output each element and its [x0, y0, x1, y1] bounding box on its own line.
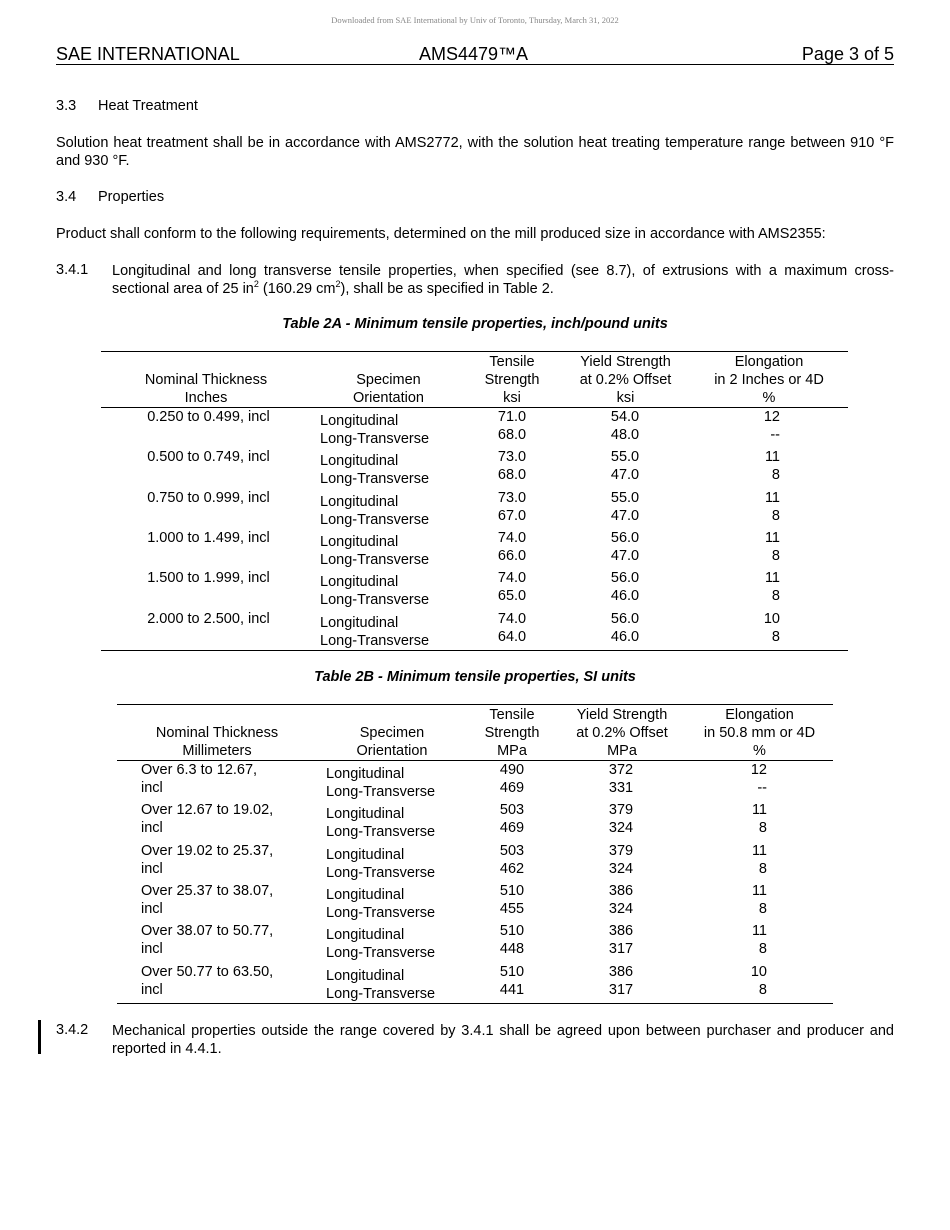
- yield-strength: 386: [608, 963, 634, 980]
- elongation: 8: [758, 860, 767, 877]
- section-3-4-1-body: Longitudinal and long transverse tensile properties, when specified (see 8.7), of extrusions with a maximum cross-sectional area of 25 $in^2$ (160.29 $cm^2$), shall be as specified in Table 2.: [112, 263, 894, 297]
- tensile-strength: 68.0: [497, 427, 527, 443]
- table-2a: [101, 351, 848, 651]
- specimen-orientation: Longitudinal: [326, 806, 405, 823]
- thickness-range: 0.750 to 0.999, incl: [147, 489, 270, 506]
- elongation: 11: [751, 842, 767, 859]
- elongation: 8: [758, 941, 767, 958]
- specimen-orientation: Longitudinal: [320, 453, 399, 470]
- thickness-range: Over 25.37 to 38.07,: [141, 882, 274, 899]
- column-header: at 0.2% Offset: [579, 372, 672, 388]
- tensile-strength: 74.0: [497, 570, 527, 587]
- specimen-orientation: Longitudinal: [326, 886, 405, 903]
- yield-strength: 54.0: [610, 409, 640, 425]
- thickness-range: Over 12.67 to 19.02,: [141, 802, 274, 819]
- column-header: %: [762, 390, 776, 406]
- elongation: 12: [763, 409, 780, 425]
- yield-strength: 56.0: [610, 529, 640, 546]
- elongation: 8: [758, 820, 767, 837]
- specimen-orientation: Long-Transverse: [326, 864, 436, 881]
- column-header: Elongation: [734, 354, 804, 370]
- thickness-range: Over 6.3 to 12.67,: [141, 762, 258, 778]
- elongation: 8: [771, 507, 780, 524]
- specimen-orientation: Long-Transverse: [326, 784, 436, 800]
- elongation: --: [770, 427, 780, 443]
- tensile-strength: 490: [499, 762, 525, 778]
- thickness-range: Over 38.07 to 50.77,: [141, 923, 274, 940]
- specimen-orientation: Long-Transverse: [320, 431, 430, 447]
- column-header: at 0.2% Offset: [576, 725, 668, 741]
- yield-strength: 46.0: [610, 588, 640, 605]
- elongation: 11: [764, 449, 780, 466]
- column-header: Tensile: [489, 354, 535, 370]
- table-2a-caption: Table 2A - Minimum tensile properties, inch/pound units: [282, 316, 668, 332]
- yield-strength: 55.0: [610, 449, 640, 466]
- specimen-orientation: Long-Transverse: [326, 985, 436, 1002]
- column-header: Elongation: [725, 707, 794, 723]
- tensile-strength: 469: [499, 780, 525, 796]
- yield-strength: 47.0: [610, 547, 640, 564]
- column-header: MPa: [497, 743, 527, 759]
- tensile-strength: 462: [499, 860, 525, 877]
- tensile-strength: 441: [499, 981, 525, 998]
- yield-strength: 48.0: [610, 427, 640, 443]
- download-watermark: Downloaded from SAE International by Univ of Toronto, Thursday, March 31, 2022: [331, 15, 619, 25]
- tensile-strength: 65.0: [497, 588, 527, 605]
- tensile-strength: 455: [499, 900, 525, 917]
- header-org: SAE INTERNATIONAL: [56, 44, 240, 64]
- tensile-strength: 503: [499, 842, 525, 859]
- column-header: Strength: [484, 725, 540, 741]
- tensile-strength: 469: [499, 820, 525, 837]
- specimen-orientation: Longitudinal: [326, 846, 405, 863]
- thickness-range: incl: [141, 981, 163, 998]
- yield-strength: 324: [608, 900, 634, 917]
- column-header: Inches: [184, 390, 228, 406]
- header-page-number: Page 3 of 5: [801, 44, 894, 64]
- column-header: Orientation: [356, 743, 428, 759]
- specimen-orientation: Longitudinal: [326, 766, 405, 782]
- yield-strength: 386: [608, 882, 634, 899]
- elongation: 12: [750, 762, 767, 778]
- column-header: Millimeters: [182, 743, 252, 759]
- thickness-range: incl: [141, 860, 163, 877]
- yield-strength: 317: [608, 981, 634, 998]
- table-2b: [117, 704, 833, 1004]
- yield-strength: 379: [608, 842, 634, 859]
- column-header: Tensile: [489, 707, 535, 723]
- elongation: 8: [758, 900, 767, 917]
- yield-strength: 56.0: [610, 610, 640, 627]
- tensile-strength: 67.0: [497, 507, 527, 524]
- specimen-orientation: Long-Transverse: [326, 945, 436, 962]
- specimen-orientation: Longitudinal: [320, 574, 399, 591]
- elongation: 11: [751, 802, 767, 819]
- table-2b-caption: Table 2B - Minimum tensile properties, SI units: [314, 669, 636, 685]
- elongation: 10: [763, 610, 780, 627]
- specimen-orientation: Longitudinal: [320, 533, 399, 550]
- tensile-strength: 68.0: [497, 467, 527, 484]
- yield-strength: 56.0: [610, 570, 640, 587]
- tensile-strength: 73.0: [497, 449, 527, 466]
- specimen-orientation: Long-Transverse: [320, 511, 430, 528]
- section-3-3-number: 3.3: [56, 98, 77, 114]
- thickness-range: 1.000 to 1.499, incl: [147, 529, 270, 546]
- specimen-orientation: Long-Transverse: [320, 551, 430, 568]
- thickness-range: 2.000 to 2.500, incl: [147, 610, 270, 627]
- section-3-4-body: Product shall conform to the following requirements, determined on the mill produced size in accordance with AMS2355:: [56, 226, 826, 242]
- specimen-orientation: Long-Transverse: [326, 904, 436, 921]
- tensile-strength: 510: [499, 963, 525, 980]
- specimen-orientation: Long-Transverse: [320, 592, 430, 609]
- section-3-4-1-number: 3.4.1: [56, 262, 89, 278]
- header-doc-id: AMS4479™A: [419, 44, 529, 64]
- tensile-strength: 71.0: [497, 409, 527, 425]
- section-3-4-2-body: Mechanical properties outside the range covered by 3.4.1 shall be agreed upon between purchaser and producer and reported in 4.4.1.: [112, 1023, 894, 1057]
- specimen-orientation: Longitudinal: [326, 927, 405, 944]
- column-header: Specimen: [356, 372, 421, 388]
- column-header: ksi: [503, 390, 521, 406]
- tensile-strength: 510: [499, 923, 525, 940]
- column-header: MPa: [607, 743, 637, 759]
- thickness-range: incl: [141, 780, 163, 796]
- section-3-3-body: Solution heat treatment shall be in accordance with AMS2772, with the solution heat treating temperature range between 910 °F and 930 °F.: [56, 135, 894, 169]
- specimen-orientation: Long-Transverse: [320, 471, 430, 488]
- elongation: 11: [751, 882, 767, 899]
- thickness-range: 1.500 to 1.999, incl: [147, 570, 270, 587]
- page-header: [56, 44, 894, 65]
- tensile-strength: 510: [499, 882, 525, 899]
- yield-strength: 331: [608, 780, 634, 796]
- tensile-strength: 74.0: [497, 610, 527, 627]
- section-3-4-number: 3.4: [56, 189, 77, 205]
- tensile-strength: 64.0: [497, 628, 527, 645]
- column-header: %: [753, 743, 766, 759]
- yield-strength: 379: [608, 802, 634, 819]
- thickness-range: incl: [141, 941, 163, 958]
- column-header: Yield Strength: [576, 707, 668, 723]
- yield-strength: 46.0: [610, 628, 640, 645]
- thickness-range: incl: [141, 820, 163, 837]
- thickness-range: Over 19.02 to 25.37,: [141, 842, 274, 859]
- specimen-orientation: Longitudinal: [326, 967, 405, 984]
- yield-strength: 47.0: [610, 467, 640, 484]
- yield-strength: 324: [608, 860, 634, 877]
- thickness-range: Over 50.77 to 63.50,: [141, 963, 274, 980]
- elongation: 10: [750, 963, 767, 980]
- yield-strength: 47.0: [610, 507, 640, 524]
- thickness-range: 0.250 to 0.499, incl: [147, 409, 270, 425]
- specimen-orientation: Long-Transverse: [320, 632, 430, 649]
- column-header: Strength: [484, 372, 540, 388]
- elongation: 11: [764, 529, 780, 546]
- elongation: 11: [764, 570, 780, 587]
- section-3-4-title: Properties: [98, 189, 165, 205]
- elongation: 11: [764, 489, 780, 506]
- thickness-range: 0.500 to 0.749, incl: [147, 449, 270, 466]
- revision-change-bar: [38, 1020, 41, 1054]
- column-header: Yield Strength: [580, 354, 671, 370]
- yield-strength: 55.0: [610, 489, 640, 506]
- yield-strength: 324: [608, 820, 634, 837]
- yield-strength: 372: [608, 762, 634, 778]
- specimen-orientation: Long-Transverse: [326, 824, 436, 841]
- specimen-orientation: Longitudinal: [320, 614, 399, 631]
- elongation: 8: [771, 467, 780, 484]
- yield-strength: 317: [608, 941, 634, 958]
- column-header: Specimen: [359, 725, 425, 741]
- tensile-strength: 73.0: [497, 489, 527, 506]
- column-header: Nominal Thickness: [144, 372, 268, 388]
- elongation: 11: [751, 923, 767, 940]
- column-header: Nominal Thickness: [155, 725, 279, 741]
- tensile-strength: 448: [499, 941, 525, 958]
- tensile-strength: 74.0: [497, 529, 527, 546]
- column-header: in 50.8 mm or 4D: [703, 725, 816, 741]
- yield-strength: 386: [608, 923, 634, 940]
- elongation: --: [757, 780, 767, 796]
- specimen-orientation: Longitudinal: [320, 493, 399, 510]
- column-header: Orientation: [353, 390, 424, 406]
- elongation: 8: [771, 547, 780, 564]
- elongation: 8: [771, 588, 780, 605]
- specimen-orientation: Longitudinal: [320, 413, 399, 429]
- elongation: 8: [758, 981, 767, 998]
- section-3-3-title: Heat Treatment: [98, 98, 198, 114]
- column-header: in 2 Inches or 4D: [714, 372, 824, 388]
- elongation: 8: [771, 628, 780, 645]
- tensile-strength: 503: [499, 802, 525, 819]
- thickness-range: incl: [141, 900, 163, 917]
- tensile-strength: 66.0: [497, 547, 527, 564]
- section-3-4-2-number: 3.4.2: [56, 1022, 89, 1038]
- column-header: ksi: [616, 390, 635, 406]
